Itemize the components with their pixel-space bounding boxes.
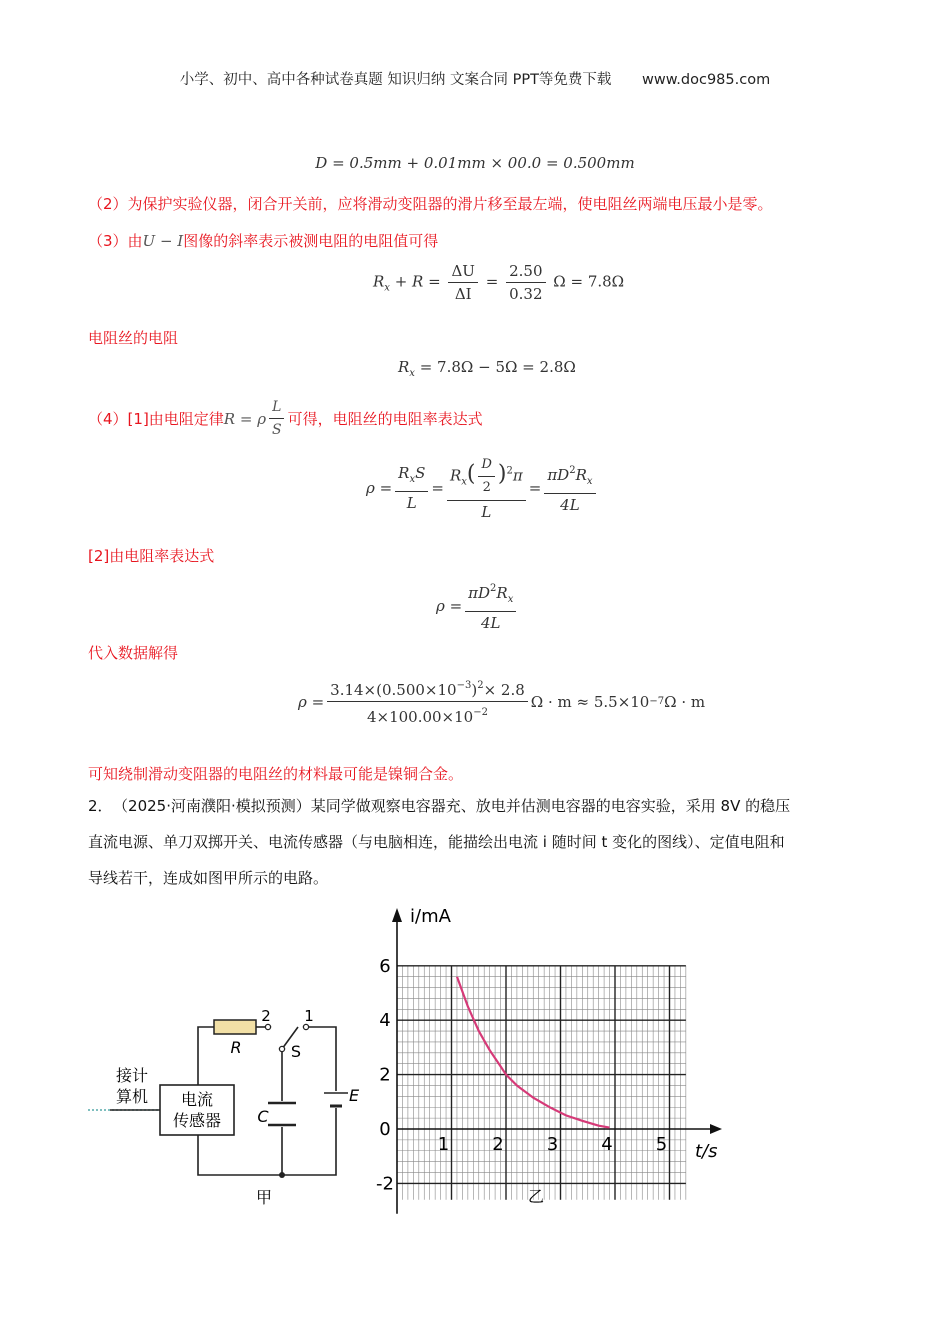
header-title: 小学、初中、高中各种试卷真题 知识归纳 文案合同 PPT等免费下载 [179,72,612,88]
resistor [214,1020,256,1034]
formula-result: ρ = $\frac{3.14\times(0.500\times 10^{-3})^2\times 2.8}{4\times 100.00\times 10^{-2}}$ Ω · m ≈ 5.5×10 −7 Ω · m [298,677,705,726]
y-tick-label: 4 [379,1010,391,1032]
formula-resistivity-derivation: ρ = $\frac{R_xS}{L}$ = $R_x$( $\frac{D}{2}$ )$^2$π L = $\frac{\pi D^2R_x}{4L}$ [366,456,599,521]
switch-label: S [290,1042,302,1061]
switch-pivot [279,1046,284,1051]
circuit-caption: 甲 [255,1188,273,1207]
switch-pos-2-label: 2 [261,1007,271,1025]
y-axis-label: i/mA [410,906,451,927]
computer-label-2: 算机 [115,1087,149,1106]
resistor-label: R [230,1038,242,1057]
label-resistivity: [2]由电阻率表达式 [88,547,215,565]
y-tick-label: 6 [379,955,391,977]
switch-pos-1-label: 1 [304,1007,314,1025]
axes [392,908,722,1214]
junction-dot [279,1172,285,1178]
x-tick-label: 2 [492,1134,504,1155]
capacitor-label: C [257,1107,269,1126]
question-number: 2． [88,797,113,815]
x-axis-arrow [710,1124,722,1134]
source-label: E [348,1086,360,1105]
current-time-chart [370,900,730,1215]
page-header [0,68,950,89]
x-tick-label: 5 [655,1134,668,1155]
x-tick-label: 1 [437,1134,450,1155]
formula-wire-resistance: $R_x = 7.8\Omega - 5\Omega = 2.8\Omega$ [398,358,576,379]
conclusion-text: 可知绕制滑动变阻器的电阻丝的材料最可能是镍铜合金。 [88,765,464,783]
formula-slope: $R_x + R$ = $\frac{\Delta U}{\Delta I}$ = $\frac{2.50}{0.32}$ Ω = 7.8Ω [373,262,625,303]
x-tick-label: 3 [546,1134,559,1155]
y-axis-arrow [392,908,402,922]
switch-contact-1 [303,1024,308,1029]
label-wire-resistance: 电阻丝的电阻 [88,329,179,347]
computer-label-1: 接计 [115,1066,149,1085]
sensor-label-1: 电流 [180,1090,214,1109]
y-tick-label: -2 [376,1173,394,1195]
chart-caption: 乙 [527,1187,545,1206]
y-tick-label: 0 [379,1119,391,1140]
label-substitute: 代入数据解得 [88,644,179,662]
header-site-link[interactable]: www.doc985.com [642,72,771,88]
x-tick-label: 4 [601,1134,613,1155]
formula-resistivity: ρ = $\frac{\pi D^2R_x}{4L}$ [436,580,519,632]
question-2: 2． （2025·河南濮阳·模拟预测）某同学做观察电容器充、放电并估测电容器的电容实验，采用 8V 的稳压 直流电源、单刀双掷开关、电流传感器（与电脑相连，能描绘出电流 i 随时间 t 变化的图线）、定值电阻和 导线若干，连成如图甲所示的电路。 [88,797,791,887]
sensor-label-2: 传感器 [172,1111,222,1130]
grid-minor [397,966,686,1200]
y-tick-label: 2 [379,1064,391,1086]
step-3-text: （3）由U − I图像的斜率表示被测电阻的电阻值可得 [88,232,439,250]
step-2-text: （2）为保护实验仪器，闭合开关前，应将滑动变阻器的滑片移至最左端，使电阻丝两端电压最小是零。 [88,195,773,213]
x-axis-label: t/s [695,1141,718,1162]
step-4-text: （4）[1]由电阻定律 R = ρ $\frac{L}{S}$ 可得，电阻丝的电阻率表达式 [88,399,483,438]
circuit-diagram [88,1005,378,1210]
switch-contact-2 [265,1024,270,1029]
formula-diameter: D = 0.5mm + 0.01mm × 00.0 = 0.500mm [315,154,635,172]
